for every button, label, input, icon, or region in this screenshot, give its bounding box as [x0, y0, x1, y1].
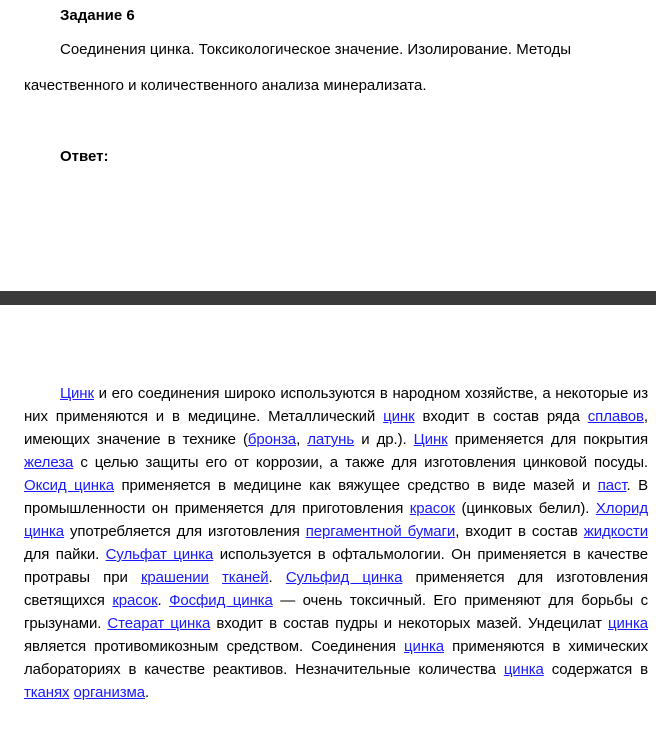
inline-link[interactable]: латунь	[307, 431, 355, 448]
paragraph-text: .	[157, 592, 170, 609]
document-page-top	[0, 0, 656, 290]
inline-link[interactable]: тканей	[222, 569, 269, 586]
paragraph-text: .	[144, 684, 150, 701]
inline-link[interactable]: пергаментной бумаги	[305, 523, 456, 540]
paragraph-text: . В промышленности он применяется для приготовления	[24, 477, 648, 517]
task-description-line-2: качественного и количественного анализа минерализата.	[24, 77, 427, 94]
inline-link[interactable]: Сульфат цинка	[105, 546, 214, 563]
task-description-line-1: Соединения цинка. Токсикологическое значение. Изолирование. Методы	[60, 41, 571, 58]
inline-link[interactable]: Стеарат цинка	[107, 615, 211, 632]
inline-link[interactable]: цинка	[404, 638, 445, 655]
paragraph-text: для пайки.	[24, 546, 106, 563]
inline-link[interactable]: цинка	[503, 661, 544, 678]
task-heading: Задание 6	[60, 7, 135, 24]
inline-link[interactable]: Фосфид цинка	[169, 592, 273, 609]
paragraph-text: используется в офтальмологии. Он применяется в качестве протравы при	[24, 546, 648, 586]
inline-link[interactable]: Хлорид цинка	[24, 500, 648, 540]
answer-paragraph	[24, 382, 648, 704]
paragraph-text: применяется для изготовления светящихся	[24, 569, 648, 609]
inline-link[interactable]: цинка	[607, 615, 648, 632]
paragraph-text: входит в состав ряда	[414, 408, 588, 425]
inline-link[interactable]: паст	[597, 477, 627, 494]
paragraph-text: применяются в химических лабораториях в качестве реактивов. Незначительные количества	[24, 638, 649, 678]
paragraph-text: с целью защиты его от коррозии, а также для изготовления цинковой посуды.	[73, 454, 648, 471]
paragraph-text: является противомикозным средством. Соединения	[24, 638, 405, 655]
inline-link[interactable]: Оксид цинка	[24, 477, 115, 494]
inline-link[interactable]: железа	[24, 454, 74, 471]
inline-link[interactable]: организма	[73, 684, 145, 701]
inline-link[interactable]: Цинк	[413, 431, 448, 448]
paragraph-text: ,	[296, 431, 308, 448]
inline-link[interactable]: Цинк	[60, 385, 94, 402]
paragraph-text: , имеющих значение в технике (	[24, 408, 648, 448]
paragraph-text: применяется в медицине как вяжущее средство в виде мазей и	[114, 477, 598, 494]
paragraph-text: входит в состав пудры и некоторых мазей. Ундецилат	[210, 615, 608, 632]
inline-link[interactable]: красок	[409, 500, 456, 517]
paragraph-text: и его соединения широко используются в народном хозяйстве, а некоторые из них применяются и в медицине. Металлический	[24, 385, 648, 425]
paragraph-text: (цинковых белил).	[455, 500, 596, 517]
inline-link[interactable]: бронза	[247, 431, 297, 448]
inline-link[interactable]: тканях	[24, 684, 70, 701]
paragraph-text: , входит в состав	[455, 523, 584, 540]
page-break-divider	[0, 291, 656, 305]
paragraph-text: употребляется для изготовления	[64, 523, 306, 540]
paragraph-text: содержатся в	[543, 661, 648, 678]
paragraph-text: применяется для покрытия	[447, 431, 649, 448]
paragraph-text: — очень токсичный. Его применяют для борьбы с грызунами.	[24, 592, 648, 632]
inline-link[interactable]: жидкости	[583, 523, 648, 540]
inline-link[interactable]: цинк	[383, 408, 415, 425]
inline-link[interactable]: красок	[112, 592, 158, 609]
paragraph-text: и др.).	[354, 431, 414, 448]
paragraph-text: .	[268, 569, 286, 586]
answer-label: Ответ:	[60, 148, 109, 165]
inline-link[interactable]: крашении	[140, 569, 209, 586]
paragraph-text	[209, 569, 222, 586]
inline-link[interactable]: сплавов	[587, 408, 644, 425]
inline-link[interactable]: Сульфид цинка	[285, 569, 403, 586]
